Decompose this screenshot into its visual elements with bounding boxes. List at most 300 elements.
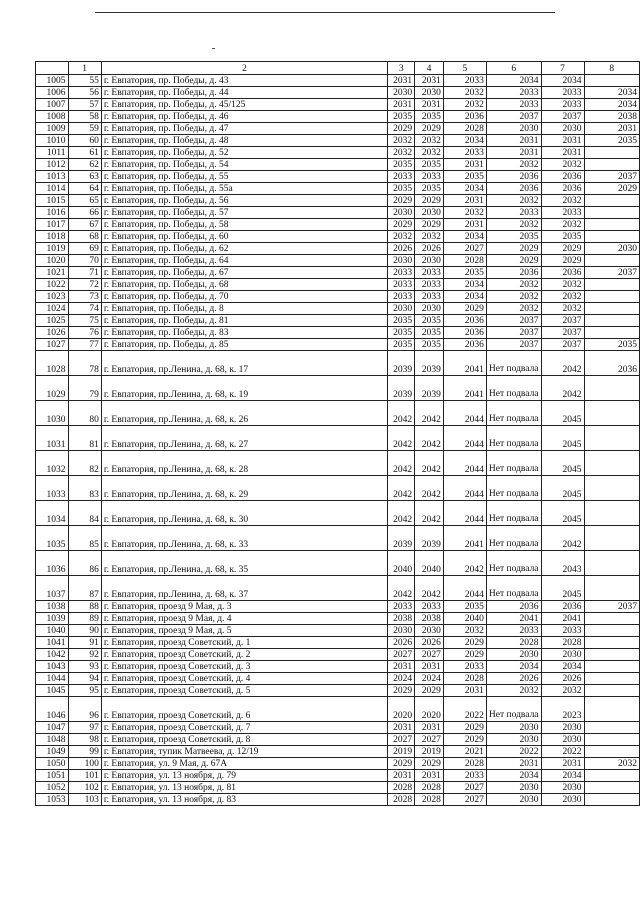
value-cell: 2031 [415, 722, 444, 734]
value-cell: 2022 [541, 746, 584, 758]
row-number-cell: 1007 [36, 99, 69, 111]
value-cell: 2032 [388, 147, 415, 159]
item-index-cell: 77 [68, 339, 101, 351]
value-cell: 2030 [415, 625, 444, 637]
value-cell: 2037 [584, 267, 639, 279]
basement-cell: 2029 [486, 255, 541, 267]
row-number-cell: 1016 [36, 207, 69, 219]
address-cell: г. Евпатория, пр. Победы, д. 48 [101, 135, 387, 147]
address-cell: г. Евпатория, пр.Ленина, д. 68, к. 19 [101, 376, 387, 401]
value-cell [584, 526, 639, 551]
value-cell [584, 291, 639, 303]
address-cell: г. Евпатория, пр. Победы, д. 67 [101, 267, 387, 279]
value-cell: 2032 [388, 231, 415, 243]
row-number-cell: 1038 [36, 601, 69, 613]
value-cell: 2031 [443, 685, 486, 697]
value-cell: 2028 [443, 673, 486, 685]
row-number-cell: 1042 [36, 649, 69, 661]
basement-cell: 2037 [486, 111, 541, 123]
value-cell: 2026 [415, 243, 444, 255]
value-cell: 2044 [443, 451, 486, 476]
row-number-cell: 1044 [36, 673, 69, 685]
value-cell: 2032 [541, 195, 584, 207]
value-cell: 2029 [443, 303, 486, 315]
value-cell: 2032 [415, 231, 444, 243]
value-cell: 2033 [388, 601, 415, 613]
basement-cell: 2032 [486, 279, 541, 291]
basement-cell: 2032 [486, 159, 541, 171]
value-cell [584, 661, 639, 673]
value-cell: 2044 [443, 576, 486, 601]
value-cell: 2030 [541, 782, 584, 794]
value-cell: 2021 [443, 746, 486, 758]
header-cell: 5 [443, 62, 486, 75]
basement-cell: Нет подвала [486, 351, 541, 376]
value-cell [584, 476, 639, 501]
value-cell [584, 501, 639, 526]
value-cell [584, 451, 639, 476]
value-cell: 2039 [415, 526, 444, 551]
item-index-cell: 74 [68, 303, 101, 315]
row-number-cell: 1020 [36, 255, 69, 267]
basement-cell: 2032 [486, 685, 541, 697]
item-index-cell: 91 [68, 637, 101, 649]
row-number-cell: 1028 [36, 351, 69, 376]
value-cell [584, 794, 639, 806]
address-cell: г. Евпатория, пр. Победы, д. 64 [101, 255, 387, 267]
value-cell [584, 673, 639, 685]
address-cell: г. Евпатория, пр. Победы, д. 55а [101, 183, 387, 195]
row-number-cell: 1022 [36, 279, 69, 291]
table-row [36, 231, 640, 243]
table-row [36, 195, 640, 207]
value-cell: 2034 [443, 231, 486, 243]
value-cell: 2042 [415, 401, 444, 426]
item-index-cell: 62 [68, 159, 101, 171]
item-index-cell: 66 [68, 207, 101, 219]
value-cell: 2029 [388, 219, 415, 231]
address-cell: г. Евпатория, пр.Ленина, д. 68, к. 30 [101, 501, 387, 526]
value-cell: 2044 [443, 476, 486, 501]
value-cell: 2030 [541, 734, 584, 746]
value-cell: 2035 [388, 327, 415, 339]
value-cell: 2028 [415, 782, 444, 794]
value-cell: 2029 [443, 637, 486, 649]
value-cell: 2037 [541, 339, 584, 351]
item-index-cell: 56 [68, 87, 101, 99]
basement-cell: 2033 [486, 207, 541, 219]
value-cell: 2030 [388, 303, 415, 315]
basement-cell: Нет подвала [486, 476, 541, 501]
value-cell: 2030 [415, 87, 444, 99]
address-cell: г. Евпатория, пр. Победы, д. 81 [101, 315, 387, 327]
value-cell [584, 376, 639, 401]
value-cell [584, 649, 639, 661]
header-cell: 7 [541, 62, 584, 75]
address-cell: г. Евпатория, пр. Победы, д. 52 [101, 147, 387, 159]
value-cell: 2036 [443, 111, 486, 123]
value-cell: 2037 [584, 601, 639, 613]
address-cell: г. Евпатория, пр.Ленина, д. 68, к. 35 [101, 551, 387, 576]
value-cell: 2045 [541, 451, 584, 476]
value-cell [584, 327, 639, 339]
row-number-cell: 1051 [36, 770, 69, 782]
item-index-cell: 101 [68, 770, 101, 782]
value-cell [584, 625, 639, 637]
item-index-cell: 102 [68, 782, 101, 794]
value-cell: 2032 [541, 219, 584, 231]
value-cell: 2030 [388, 87, 415, 99]
value-cell: 2035 [541, 231, 584, 243]
table-row [36, 734, 640, 746]
table-row [36, 87, 640, 99]
table-body [36, 75, 640, 806]
value-cell [584, 551, 639, 576]
value-cell: 2032 [443, 625, 486, 637]
table-row [36, 183, 640, 195]
item-index-cell: 78 [68, 351, 101, 376]
basement-cell: 2030 [486, 782, 541, 794]
value-cell: 2034 [443, 135, 486, 147]
value-cell: 2035 [415, 315, 444, 327]
value-cell: 2031 [541, 135, 584, 147]
value-cell: 2036 [584, 351, 639, 376]
value-cell [584, 75, 639, 87]
value-cell: 2033 [415, 601, 444, 613]
value-cell: 2019 [415, 746, 444, 758]
address-cell: г. Евпатория, пр.Ленина, д. 68, к. 33 [101, 526, 387, 551]
table-row [36, 207, 640, 219]
value-cell: 2033 [443, 147, 486, 159]
value-cell [584, 734, 639, 746]
value-cell: 2042 [388, 451, 415, 476]
table-row [36, 794, 640, 806]
value-cell: 2031 [415, 75, 444, 87]
value-cell: 2037 [541, 315, 584, 327]
table-row [36, 576, 640, 601]
value-cell [584, 231, 639, 243]
value-cell: 2032 [388, 135, 415, 147]
value-cell: 2020 [388, 697, 415, 722]
value-cell: 2045 [541, 426, 584, 451]
row-number-cell: 1048 [36, 734, 69, 746]
table-row [36, 135, 640, 147]
address-cell: г. Евпатория, пр. Победы, д. 47 [101, 123, 387, 135]
value-cell: 2042 [415, 451, 444, 476]
item-index-cell: 79 [68, 376, 101, 401]
table-row [36, 75, 640, 87]
value-cell: 2042 [388, 401, 415, 426]
value-cell: 2024 [415, 673, 444, 685]
value-cell: 2026 [388, 637, 415, 649]
value-cell: 2036 [443, 315, 486, 327]
value-cell: 2045 [541, 576, 584, 601]
value-cell: 2032 [541, 159, 584, 171]
item-index-cell: 97 [68, 722, 101, 734]
value-cell: 2042 [415, 501, 444, 526]
row-number-cell: 1031 [36, 426, 69, 451]
row-number-cell: 1034 [36, 501, 69, 526]
basement-cell: Нет подвала [486, 551, 541, 576]
value-cell: 2035 [388, 339, 415, 351]
value-cell: 2033 [415, 171, 444, 183]
value-cell: 2033 [443, 75, 486, 87]
address-cell: г. Евпатория, ул. 9 Мая, д. 67А [101, 758, 387, 770]
value-cell: 2032 [443, 99, 486, 111]
item-index-cell: 82 [68, 451, 101, 476]
row-number-cell: 1053 [36, 794, 69, 806]
basement-cell: Нет подвала [486, 376, 541, 401]
value-cell: 2041 [443, 351, 486, 376]
row-number-cell: 1037 [36, 576, 69, 601]
basement-cell: 2030 [486, 722, 541, 734]
table-row [36, 601, 640, 613]
item-index-cell: 60 [68, 135, 101, 147]
table-row [36, 243, 640, 255]
item-index-cell: 90 [68, 625, 101, 637]
row-number-cell: 1029 [36, 376, 69, 401]
address-cell: г. Евпатория, пр. Победы, д. 57 [101, 207, 387, 219]
item-index-cell: 99 [68, 746, 101, 758]
table-row [36, 267, 640, 279]
value-cell: 2034 [541, 661, 584, 673]
table-row [36, 339, 640, 351]
value-cell: 2031 [443, 159, 486, 171]
row-number-cell: 1046 [36, 697, 69, 722]
value-cell: 2042 [415, 576, 444, 601]
basement-cell: Нет подвала [486, 401, 541, 426]
value-cell: 2035 [388, 315, 415, 327]
value-cell: 2022 [443, 697, 486, 722]
basement-cell: 2031 [486, 147, 541, 159]
value-cell: 2029 [584, 183, 639, 195]
address-cell: г. Евпатория, пр. Победы, д. 83 [101, 327, 387, 339]
value-cell: 2031 [415, 99, 444, 111]
row-number-cell: 1018 [36, 231, 69, 243]
value-cell: 2035 [415, 327, 444, 339]
item-index-cell: 63 [68, 171, 101, 183]
value-cell: 2030 [584, 243, 639, 255]
value-cell: 2042 [388, 576, 415, 601]
table-row [36, 111, 640, 123]
value-cell: 2045 [541, 401, 584, 426]
address-cell: г. Евпатория, пр. Победы, д. 54 [101, 159, 387, 171]
value-cell: 2028 [415, 794, 444, 806]
value-cell: 2029 [443, 649, 486, 661]
value-cell: 2033 [415, 267, 444, 279]
basement-cell: 2032 [486, 291, 541, 303]
row-number-cell: 1014 [36, 183, 69, 195]
basement-cell: 2036 [486, 183, 541, 195]
value-cell: 2036 [443, 327, 486, 339]
value-cell [584, 746, 639, 758]
row-number-cell: 1021 [36, 267, 69, 279]
value-cell: 2036 [541, 267, 584, 279]
value-cell: 2030 [388, 625, 415, 637]
value-cell: 2030 [415, 255, 444, 267]
basement-cell: 2036 [486, 171, 541, 183]
value-cell: 2031 [388, 75, 415, 87]
value-cell: 2033 [415, 291, 444, 303]
value-cell: 2034 [584, 87, 639, 99]
value-cell: 2030 [415, 303, 444, 315]
basement-cell: Нет подвала [486, 576, 541, 601]
basement-cell: 2033 [486, 99, 541, 111]
table-row [36, 401, 640, 426]
value-cell: 2042 [388, 476, 415, 501]
value-cell: 2026 [541, 673, 584, 685]
row-number-cell: 1023 [36, 291, 69, 303]
value-cell: 2029 [415, 758, 444, 770]
table-row [36, 613, 640, 625]
value-cell: 2031 [415, 661, 444, 673]
value-cell [584, 279, 639, 291]
table-row [36, 685, 640, 697]
value-cell: 2027 [443, 782, 486, 794]
value-cell: 2033 [541, 99, 584, 111]
address-cell: г. Евпатория, проезд Советский, д. 8 [101, 734, 387, 746]
item-index-cell: 86 [68, 551, 101, 576]
header-cell: 1 [68, 62, 101, 75]
value-cell: 2042 [388, 426, 415, 451]
value-cell: 2033 [388, 279, 415, 291]
table-row [36, 291, 640, 303]
table-row [36, 770, 640, 782]
value-cell: 2029 [388, 685, 415, 697]
value-cell [584, 303, 639, 315]
value-cell: 2029 [415, 685, 444, 697]
basement-cell: 2034 [486, 770, 541, 782]
value-cell: 2023 [541, 697, 584, 722]
item-index-cell: 85 [68, 526, 101, 551]
row-number-cell: 1043 [36, 661, 69, 673]
value-cell: 2035 [388, 159, 415, 171]
item-index-cell: 89 [68, 613, 101, 625]
basement-cell: 2035 [486, 231, 541, 243]
row-number-cell: 1026 [36, 327, 69, 339]
row-number-cell: 1025 [36, 315, 69, 327]
basement-cell: 2036 [486, 267, 541, 279]
value-cell [584, 613, 639, 625]
row-number-cell: 1040 [36, 625, 69, 637]
item-index-cell: 64 [68, 183, 101, 195]
address-cell: г. Евпатория, тупик Матвеева, д. 12/19 [101, 746, 387, 758]
value-cell: 2030 [388, 255, 415, 267]
address-cell: г. Евпатория, пр.Ленина, д. 68, к. 37 [101, 576, 387, 601]
table-row [36, 551, 640, 576]
table-row [36, 451, 640, 476]
value-cell [584, 770, 639, 782]
value-cell: 2035 [415, 111, 444, 123]
basement-cell: 2037 [486, 327, 541, 339]
row-number-cell: 1008 [36, 111, 69, 123]
row-number-cell: 1052 [36, 782, 69, 794]
value-cell: 2030 [541, 649, 584, 661]
value-cell [584, 315, 639, 327]
value-cell [584, 159, 639, 171]
value-cell: 2042 [415, 426, 444, 451]
value-cell: 2042 [541, 376, 584, 401]
row-number-cell: 1005 [36, 75, 69, 87]
address-cell: г. Евпатория, ул. 13 ноября, д. 79 [101, 770, 387, 782]
value-cell: 2028 [388, 794, 415, 806]
value-cell: 2035 [388, 183, 415, 195]
value-cell: 2032 [443, 87, 486, 99]
value-cell: 2029 [541, 243, 584, 255]
table-row [36, 722, 640, 734]
item-index-cell: 73 [68, 291, 101, 303]
value-cell: 2030 [541, 123, 584, 135]
value-cell: 2045 [541, 476, 584, 501]
value-cell: 2027 [415, 734, 444, 746]
value-cell: 2029 [415, 219, 444, 231]
value-cell: 2033 [541, 87, 584, 99]
value-cell: 2032 [415, 147, 444, 159]
basement-cell: 2036 [486, 601, 541, 613]
value-cell: 2041 [443, 526, 486, 551]
address-cell: г. Евпатория, проезд 9 Мая, д. 4 [101, 613, 387, 625]
scan-speck [212, 48, 215, 49]
value-cell: 2030 [415, 207, 444, 219]
value-cell: 2028 [388, 782, 415, 794]
item-index-cell: 55 [68, 75, 101, 87]
value-cell: 2033 [415, 279, 444, 291]
item-index-cell: 100 [68, 758, 101, 770]
row-number-cell: 1032 [36, 451, 69, 476]
row-number-cell: 1006 [36, 87, 69, 99]
value-cell: 2036 [443, 339, 486, 351]
address-cell: г. Евпатория, проезд Советский, д. 5 [101, 685, 387, 697]
value-cell: 2032 [443, 207, 486, 219]
value-cell: 2028 [443, 758, 486, 770]
value-cell: 2039 [415, 351, 444, 376]
value-cell: 2042 [541, 351, 584, 376]
value-cell: 2038 [415, 613, 444, 625]
item-index-cell: 59 [68, 123, 101, 135]
value-cell: 2035 [443, 601, 486, 613]
value-cell: 2030 [388, 207, 415, 219]
value-cell: 2042 [388, 501, 415, 526]
address-cell: г. Евпатория, пр. Победы, д. 44 [101, 87, 387, 99]
item-index-cell: 61 [68, 147, 101, 159]
address-cell: г. Евпатория, пр.Ленина, д. 68, к. 29 [101, 476, 387, 501]
value-cell: 2037 [584, 171, 639, 183]
table-row [36, 637, 640, 649]
value-cell: 2035 [388, 111, 415, 123]
value-cell: 2031 [541, 147, 584, 159]
value-cell: 2031 [443, 219, 486, 231]
value-cell: 2039 [388, 351, 415, 376]
item-index-cell: 94 [68, 673, 101, 685]
value-cell: 2035 [443, 171, 486, 183]
row-number-cell: 1012 [36, 159, 69, 171]
table-row [36, 327, 640, 339]
address-cell: г. Евпатория, пр. Победы, д. 85 [101, 339, 387, 351]
item-index-cell: 98 [68, 734, 101, 746]
table-row [36, 376, 640, 401]
value-cell: 2020 [415, 697, 444, 722]
value-cell: 2030 [541, 794, 584, 806]
value-cell: 2032 [541, 291, 584, 303]
value-cell: 2028 [443, 255, 486, 267]
address-cell: г. Евпатория, пр. Победы, д. 8 [101, 303, 387, 315]
address-cell: г. Евпатория, ул. 13 ноября, д. 83 [101, 794, 387, 806]
value-cell: 2035 [415, 183, 444, 195]
item-index-cell: 67 [68, 219, 101, 231]
address-cell: г. Евпатория, пр. Победы, д. 62 [101, 243, 387, 255]
address-cell: г. Евпатория, пр.Ленина, д. 68, к. 28 [101, 451, 387, 476]
value-cell: 2029 [415, 195, 444, 207]
